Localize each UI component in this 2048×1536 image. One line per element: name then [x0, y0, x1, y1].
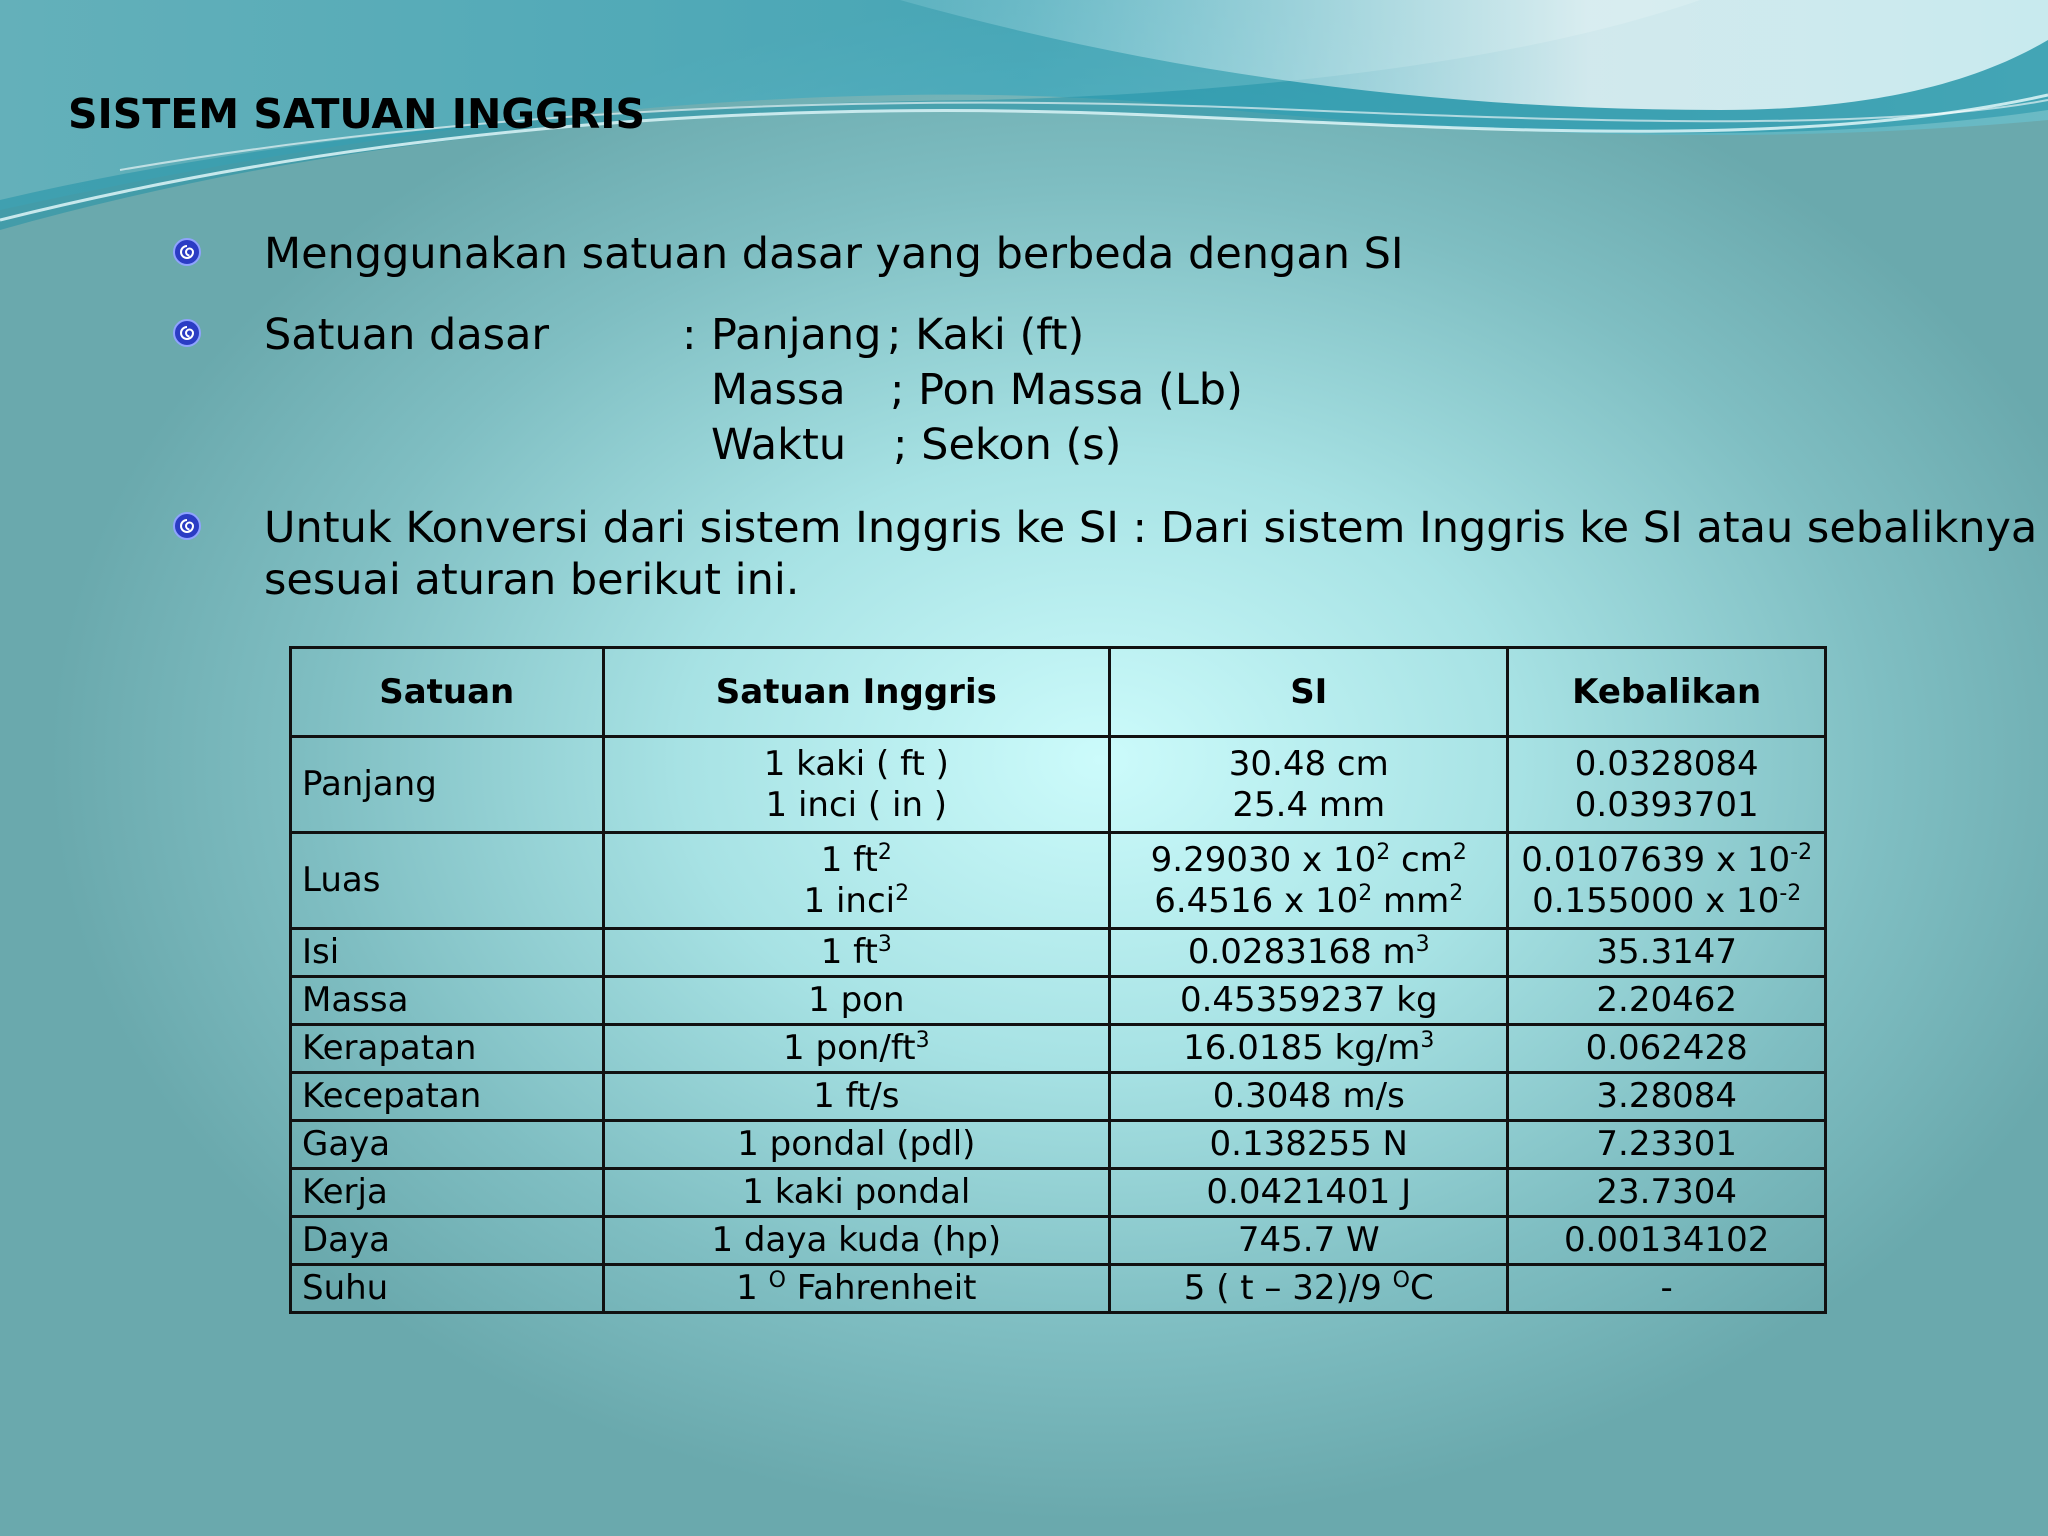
table-row [291, 1265, 1826, 1313]
superscript: 3 [915, 1028, 930, 1053]
inverse-cell [1508, 737, 1826, 833]
imperial-cell [603, 1217, 1110, 1265]
bullet-text-1: Menggunakan satuan dasar yang berbeda dengan SI [264, 229, 1404, 279]
cell-text: 1 ft [820, 932, 878, 972]
cell-text: 23.7304 [1596, 1172, 1737, 1212]
table-row [291, 1025, 1826, 1073]
cell-line [1121, 1026, 1496, 1071]
superscript: 3 [877, 932, 892, 957]
unit-name-cell: Kecepatan [291, 1073, 604, 1121]
inverse-cell [1508, 1217, 1826, 1265]
base-unit-length: ; Kaki (ft) [887, 310, 1085, 360]
cell-line [615, 1026, 1099, 1071]
base-unit-time: ; Sekon (s) [893, 420, 1122, 470]
si-cell [1110, 977, 1508, 1025]
cell-text: 1 kaki ( ft ) [763, 743, 949, 784]
inverse-cell [1508, 1121, 1826, 1169]
imperial-cell [603, 737, 1110, 833]
cell-text: 3.28084 [1596, 1076, 1737, 1116]
cell-text: 1 ft/s [813, 1076, 900, 1116]
cell-line [1121, 881, 1496, 922]
imperial-cell [603, 1169, 1110, 1217]
unit-name-cell: Panjang [291, 737, 604, 833]
si-cell [1110, 1265, 1508, 1313]
cell-line [615, 1122, 1099, 1167]
cell-line [615, 744, 1099, 785]
cell-text: 1 inci ( in ) [765, 784, 948, 825]
cell-text: 16.0185 kg/m [1183, 1028, 1421, 1068]
si-cell [1110, 929, 1508, 977]
cell-text: 2.20462 [1596, 980, 1737, 1020]
imperial-cell [603, 929, 1110, 977]
cell-text: 0.138255 N [1209, 1124, 1408, 1164]
cell-line [1121, 1170, 1496, 1215]
cell-text: 0.00134102 [1563, 1220, 1770, 1260]
bullet-label-satuan-dasar: Satuan dasar [264, 310, 550, 360]
cell-text: - [1660, 1268, 1673, 1308]
superscript: 3 [1415, 932, 1430, 957]
superscript: 2 [895, 880, 910, 906]
unit-name-cell: Daya [291, 1217, 604, 1265]
base-unit-quantity-length: Panjang [711, 310, 882, 360]
table-row [291, 737, 1826, 833]
cell-line [1121, 785, 1496, 826]
cell-line [1121, 978, 1496, 1023]
cell-line [1519, 1122, 1814, 1167]
cell-line [1519, 1218, 1814, 1263]
column-header-kebalikan: Kebalikan [1508, 648, 1826, 737]
superscript: 2 [1358, 880, 1373, 906]
cell-text: 1 inci [803, 880, 896, 921]
table-row [291, 929, 1826, 977]
cell-line [1519, 1026, 1814, 1071]
cell-line [615, 1218, 1099, 1263]
imperial-cell [603, 1073, 1110, 1121]
unit-name-cell: Gaya [291, 1121, 604, 1169]
cell-line [1121, 1218, 1496, 1263]
cell-line [1519, 785, 1814, 826]
cell-text: 1 kaki pondal [742, 1172, 971, 1212]
inverse-cell [1508, 1073, 1826, 1121]
cell-text: 0.062428 [1585, 1028, 1748, 1068]
table-row [291, 1121, 1826, 1169]
cell-line [615, 930, 1099, 975]
inverse-cell [1508, 977, 1826, 1025]
column-header-satuan: Satuan [291, 648, 604, 737]
superscript: -2 [1779, 880, 1802, 906]
unit-name-cell: Kerapatan [291, 1025, 604, 1073]
cell-line [615, 785, 1099, 826]
imperial-cell [603, 1265, 1110, 1313]
cell-line [1519, 978, 1814, 1023]
cell-line [1121, 930, 1496, 975]
swirl-bullet-icon [172, 318, 202, 348]
superscript: 2 [1452, 839, 1467, 865]
cell-line [1121, 840, 1496, 881]
unit-name-cell: Massa [291, 977, 604, 1025]
swirl-bullet-icon [172, 511, 202, 541]
superscript: 2 [877, 839, 892, 865]
cell-text: 9.29030 x 10 [1150, 839, 1377, 880]
bullet-text-3-line-1: Untuk Konversi dari sistem Inggris ke SI : Dari sistem Inggris ke SI atau sebaliknya [264, 503, 2038, 553]
si-cell [1110, 1073, 1508, 1121]
cell-text: 1 [736, 1268, 769, 1308]
cell-text: cm [1390, 839, 1453, 880]
cell-text: C [1409, 1268, 1434, 1308]
inverse-cell [1508, 1025, 1826, 1073]
unit-name-cell: Suhu [291, 1265, 604, 1313]
unit-name-cell: Kerja [291, 1169, 604, 1217]
inverse-cell [1508, 1265, 1826, 1313]
imperial-cell [603, 1025, 1110, 1073]
cell-text: 0.0107639 x 10 [1521, 839, 1791, 880]
cell-line [1519, 930, 1814, 975]
si-cell [1110, 1217, 1508, 1265]
cell-line [1121, 744, 1496, 785]
unit-name-cell: Isi [291, 929, 604, 977]
column-header-si: SI [1110, 648, 1508, 737]
cell-line [1519, 1170, 1814, 1215]
cell-line [1519, 881, 1814, 922]
base-unit-quantity-time: Waktu [711, 420, 847, 470]
si-cell [1110, 1169, 1508, 1217]
cell-text: Fahrenheit [785, 1268, 977, 1308]
superscript: O [1392, 1268, 1410, 1293]
cell-text: 0.0393701 [1574, 784, 1759, 825]
cell-text: 35.3147 [1596, 932, 1737, 972]
si-cell [1110, 737, 1508, 833]
cell-line [615, 1170, 1099, 1215]
column-header-satuan-inggris: Satuan Inggris [603, 648, 1110, 737]
inverse-cell [1508, 1169, 1826, 1217]
superscript: 2 [1449, 880, 1464, 906]
table-row [291, 1217, 1826, 1265]
superscript: -2 [1790, 839, 1813, 865]
cell-text: 5 ( t – 32)/9 [1183, 1268, 1393, 1308]
table-row [291, 1169, 1826, 1217]
cell-text: mm [1372, 880, 1450, 921]
conversion-table [289, 646, 1827, 1314]
inverse-cell [1508, 929, 1826, 977]
cell-text: 0.0421401 J [1206, 1172, 1412, 1212]
superscript: O [768, 1268, 786, 1293]
cell-line [1121, 1122, 1496, 1167]
table-header-row [291, 648, 1826, 737]
base-unit-quantity-mass: Massa [711, 365, 846, 415]
swirl-bullet-icon [172, 237, 202, 267]
si-cell [1110, 1121, 1508, 1169]
inverse-cell [1508, 833, 1826, 929]
cell-text: 25.4 mm [1232, 784, 1386, 825]
cell-line [615, 1074, 1099, 1119]
imperial-cell [603, 1121, 1110, 1169]
cell-text: 0.3048 m/s [1212, 1076, 1405, 1116]
cell-text: 1 pon/ft [783, 1028, 916, 1068]
imperial-cell [603, 833, 1110, 929]
cell-text: 0.155000 x 10 [1532, 880, 1780, 921]
cell-text: 7.23301 [1596, 1124, 1737, 1164]
table-row [291, 977, 1826, 1025]
cell-text: 1 daya kuda (hp) [711, 1220, 1002, 1260]
table-row [291, 833, 1826, 929]
cell-line [615, 881, 1099, 922]
table-row [291, 1073, 1826, 1121]
superscript: 2 [1376, 839, 1391, 865]
cell-line [615, 1266, 1099, 1311]
superscript: 3 [1420, 1028, 1435, 1053]
si-cell [1110, 1025, 1508, 1073]
cell-line [1121, 1266, 1496, 1311]
cell-text: 745.7 W [1237, 1220, 1380, 1260]
cell-line [1519, 1074, 1814, 1119]
cell-text: 0.0283168 m [1187, 932, 1416, 972]
cell-text: 1 pon [808, 980, 905, 1020]
cell-line [1121, 1074, 1496, 1119]
cell-text: 0.45359237 kg [1179, 980, 1438, 1020]
cell-text: 30.48 cm [1228, 743, 1389, 784]
unit-name-cell: Luas [291, 833, 604, 929]
si-cell [1110, 833, 1508, 929]
cell-text: 1 pondal (pdl) [737, 1124, 976, 1164]
base-unit-mass: ; Pon Massa (Lb) [890, 365, 1243, 415]
cell-line [1519, 1266, 1814, 1311]
cell-line [615, 978, 1099, 1023]
cell-line [615, 840, 1099, 881]
cell-text: 6.4516 x 10 [1154, 880, 1359, 921]
cell-line [1519, 744, 1814, 785]
page-title: SISTEM SATUAN INGGRIS [68, 90, 645, 138]
imperial-cell [603, 977, 1110, 1025]
cell-text: 1 ft [820, 839, 878, 880]
bullet-text-3-line-2: sesuai aturan berikut ini. [264, 555, 800, 605]
cell-text: 0.0328084 [1574, 743, 1759, 784]
base-unit-colon: : [682, 310, 697, 360]
cell-line [1519, 840, 1814, 881]
